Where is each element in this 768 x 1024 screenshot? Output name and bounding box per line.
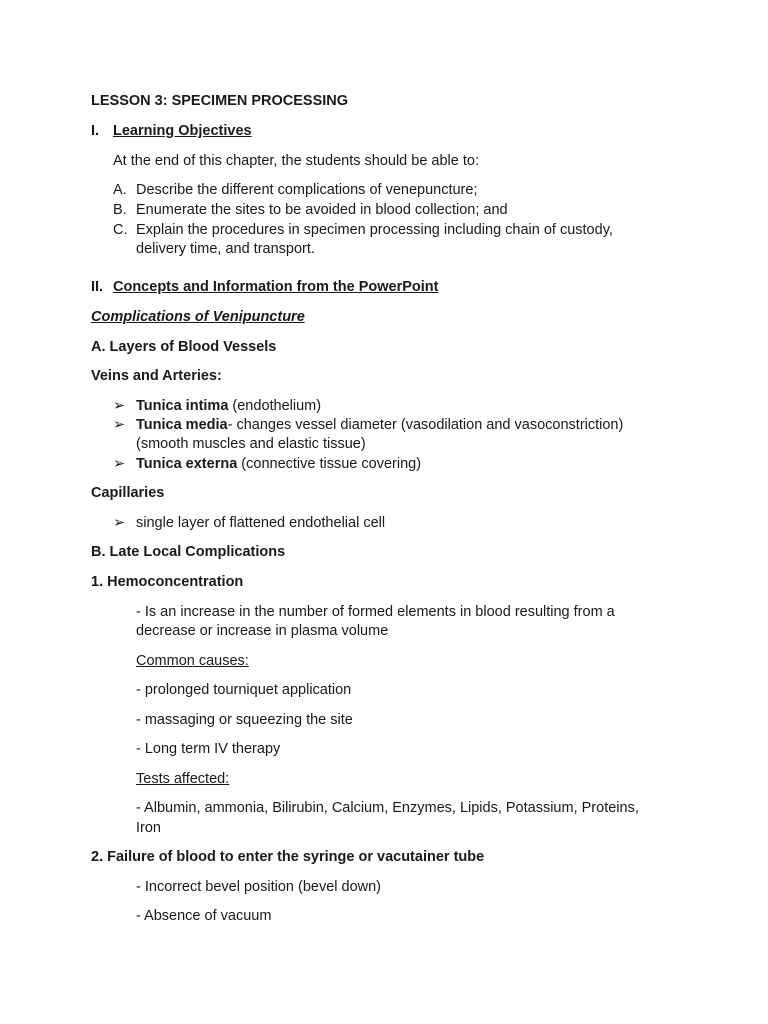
lesson-title: LESSON 3: SPECIMEN PROCESSING bbox=[91, 93, 349, 109]
objective-a-text: Describe the different complications of venepuncture; bbox=[136, 182, 478, 198]
objective-b-text: Enumerate the sites to be avoided in blood collection; and bbox=[136, 202, 508, 218]
objective-c-text-cont: delivery time, and transport. bbox=[136, 241, 315, 257]
section-1-numeral: I. bbox=[91, 123, 100, 139]
bullet-arrow-icon: ➢ bbox=[113, 456, 126, 472]
bullet-arrow-icon: ➢ bbox=[113, 515, 126, 531]
failure-cause-item: - Incorrect bevel position (bevel down) bbox=[136, 879, 382, 895]
failure-cause-item: - Absence of vacuum bbox=[136, 908, 272, 924]
section-2-numeral: II. bbox=[91, 279, 104, 295]
hemoconcentration-definition: - Is an increase in the number of formed elements in blood resulting from a bbox=[136, 604, 615, 620]
objective-a-letter: A. bbox=[113, 182, 127, 198]
late-complications-heading: B. Late Local Complications bbox=[91, 544, 286, 560]
layers-heading: A. Layers of Blood Vessels bbox=[91, 339, 277, 355]
hemoconcentration-definition-cont: decrease or increase in plasma volume bbox=[136, 623, 389, 639]
failure-heading: 2. Failure of blood to enter the syringe or vacutainer tube bbox=[91, 849, 485, 865]
tests-affected-list: - Albumin, ammonia, Bilirubin, Calcium, Enzymes, Lipids, Potassium, Proteins, bbox=[136, 800, 639, 816]
section-1-heading: Learning Objectives bbox=[113, 123, 252, 139]
section-2-heading: Concepts and Information from the PowerPoint bbox=[113, 279, 439, 295]
tunica-intima-item bbox=[136, 396, 321, 416]
cause-item: - prolonged tourniquet application bbox=[136, 682, 352, 698]
tunica-externa-item bbox=[136, 454, 421, 474]
objective-b-letter: B. bbox=[113, 202, 127, 218]
objectives-intro: At the end of this chapter, the students should be able to: bbox=[113, 153, 479, 169]
capillaries-item: single layer of flattened endothelial cell bbox=[136, 515, 386, 531]
capillaries-heading: Capillaries bbox=[91, 485, 165, 501]
bullet-arrow-icon: ➢ bbox=[113, 417, 126, 433]
tunica-media-desc: - changes vessel diameter (vasodilation and vasoconstriction) bbox=[227, 417, 624, 433]
hemoconcentration-heading: 1. Hemoconcentration bbox=[91, 574, 244, 590]
tests-affected-label: Tests affected: bbox=[136, 771, 230, 787]
tunica-media-item bbox=[136, 415, 623, 435]
objective-c-text: Explain the procedures in specimen processing including chain of custody, bbox=[136, 222, 613, 238]
cause-item: - Long term IV therapy bbox=[136, 741, 281, 757]
tunica-externa-desc: (connective tissue covering) bbox=[237, 456, 422, 472]
tunica-externa-term: Tunica externa bbox=[136, 456, 238, 472]
tunica-media-cont: (smooth muscles and elastic tissue) bbox=[136, 436, 366, 452]
bullet-arrow-icon: ➢ bbox=[113, 398, 126, 414]
veins-arteries-heading: Veins and Arteries: bbox=[91, 368, 222, 384]
tunica-intima-desc: (endothelium) bbox=[228, 398, 322, 414]
cause-item: - massaging or squeezing the site bbox=[136, 712, 353, 728]
tunica-intima-term: Tunica intima bbox=[136, 398, 229, 414]
tunica-media-term: Tunica media bbox=[136, 417, 228, 433]
tests-affected-list-cont: Iron bbox=[136, 820, 161, 836]
objective-c-letter: C. bbox=[113, 222, 128, 238]
complications-heading: Complications of Venipuncture bbox=[91, 309, 305, 325]
common-causes-label: Common causes: bbox=[136, 653, 249, 669]
